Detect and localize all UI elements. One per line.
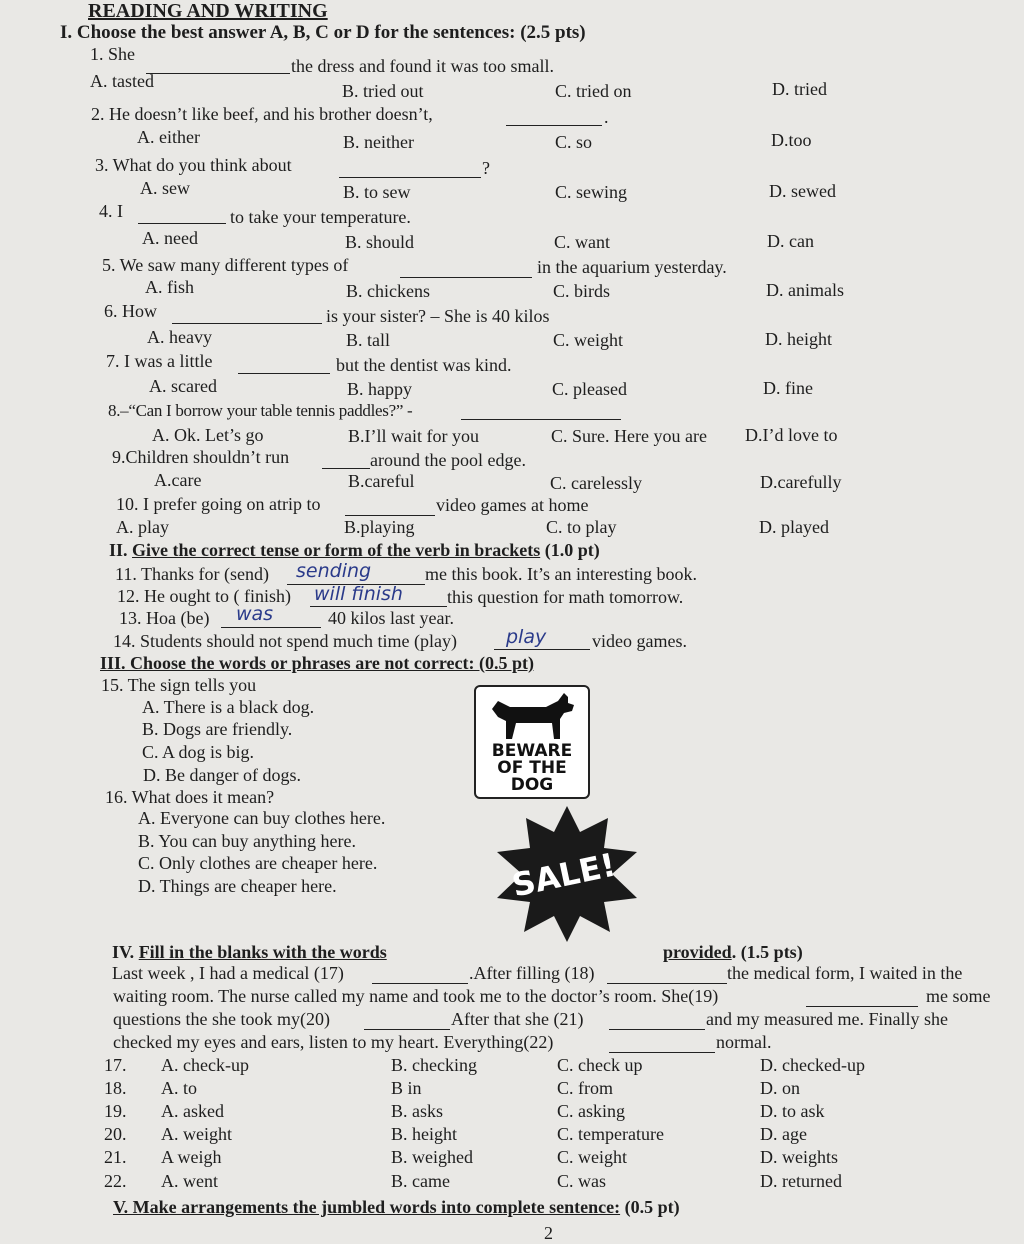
passage-line4-b: normal. bbox=[716, 1032, 772, 1052]
q4-option-a: A. need bbox=[142, 228, 198, 248]
q4-option-b: B. should bbox=[345, 232, 415, 252]
q15-option-b: B. Dogs are friendly. bbox=[142, 719, 293, 739]
q7-option-d: D. fine bbox=[763, 378, 813, 398]
q16-option-b: B. You can buy anything here. bbox=[138, 831, 356, 851]
part1-title: I. Choose the best answer A, B, C or D for the sentences: (2.5 pts) bbox=[60, 22, 586, 43]
q14-answer: play bbox=[506, 626, 547, 648]
q5-option-d: D. animals bbox=[766, 280, 844, 300]
q5-stem-end: in the aquarium yesterday. bbox=[537, 257, 727, 277]
q9-stem-start: 9.Children shouldn’t run bbox=[112, 447, 290, 467]
q3-option-b: B. to sew bbox=[343, 182, 411, 202]
q19-option-b: B. asks bbox=[391, 1101, 444, 1121]
q9-option-b: B.careful bbox=[348, 471, 415, 491]
q20-option-b: B. height bbox=[391, 1124, 457, 1144]
q11-stem-start: 11. Thanks for (send) bbox=[115, 564, 269, 584]
q6-option-d: D. height bbox=[765, 329, 832, 349]
q18-option-c: C. from bbox=[557, 1078, 613, 1098]
q13-stem-end: 40 kilos last year. bbox=[328, 608, 454, 628]
q7-stem-start: 7. I was a little bbox=[106, 351, 213, 371]
blank-19 bbox=[806, 1005, 918, 1007]
q19-option-d: D. to ask bbox=[760, 1101, 825, 1121]
q1-stem-end: the dress and found it was too small. bbox=[291, 56, 554, 76]
passage-line3-b: After that she (21) bbox=[451, 1009, 584, 1029]
q10-option-a: A. play bbox=[116, 517, 169, 537]
q9-option-c: C. carelessly bbox=[550, 473, 642, 493]
q11-stem-end: me this book. It’s an interesting book. bbox=[425, 564, 697, 584]
q17-option-d: D. checked-up bbox=[760, 1055, 865, 1075]
q13-answer: was bbox=[236, 603, 274, 625]
q2-option-b: B. neither bbox=[343, 132, 414, 152]
blank-22 bbox=[609, 1051, 715, 1053]
passage-line2-a: waiting room. The nurse called my name and took me to the doctor’s room. She(19) bbox=[113, 986, 719, 1006]
blank-21 bbox=[609, 1028, 705, 1030]
part2-number: II. bbox=[109, 540, 128, 560]
part5-instructions: V. Make arrangements the jumbled words into complete sentence: bbox=[113, 1197, 621, 1217]
q11-answer: sending bbox=[296, 560, 372, 582]
passage-line3-c: and my measured me. Finally she bbox=[706, 1009, 948, 1029]
q18-option-b: B in bbox=[391, 1078, 422, 1098]
q5-stem-start: 5. We saw many different types of bbox=[102, 255, 349, 275]
q8-blank bbox=[461, 418, 621, 420]
q3-option-c: C. sewing bbox=[555, 182, 627, 202]
q14-stem-start: 14. Students should not spend much time (play) bbox=[113, 631, 457, 651]
q9-stem-end: around the pool edge. bbox=[370, 450, 526, 470]
q5-blank bbox=[400, 276, 532, 278]
passage-line4-a: checked my eyes and ears, listen to my heart. Everything(22) bbox=[113, 1032, 554, 1052]
sign-line-2: OF THE bbox=[497, 758, 567, 778]
section-title: READING AND WRITING bbox=[88, 0, 328, 22]
sale-text: SALE! bbox=[508, 845, 619, 905]
sign-line-3: DOG bbox=[510, 775, 554, 795]
q4-option-d: D. can bbox=[767, 231, 814, 251]
q15-option-a: A. There is a black dog. bbox=[142, 697, 315, 717]
q4-stem-start: 4. I bbox=[99, 201, 123, 221]
part2-instructions: Give the correct tense or form of the verb in brackets bbox=[132, 540, 541, 560]
q3-option-a: A. sew bbox=[140, 178, 190, 198]
passage-line3-a: questions the she took my(20) bbox=[113, 1009, 330, 1029]
q9-option-d: D.carefully bbox=[760, 472, 842, 492]
q16-stem: 16. What does it mean? bbox=[105, 787, 275, 807]
q2-stem-start: 2. He doesn’t like beef, and his brother doesn’t, bbox=[91, 104, 433, 124]
part4-title-left bbox=[112, 941, 387, 963]
q12-stem-end: this question for math tomorrow. bbox=[447, 587, 684, 607]
q7-option-a: A. scared bbox=[149, 376, 217, 396]
q19-option-number: 19. bbox=[104, 1101, 127, 1121]
q20-option-a: A. weight bbox=[161, 1124, 232, 1144]
q8-stem: 8.–“Can I borrow your table tennis paddles?” - bbox=[108, 401, 413, 420]
q18-option-a: A. to bbox=[161, 1078, 197, 1098]
blank-20 bbox=[364, 1028, 450, 1030]
part5-points: (0.5 pt) bbox=[624, 1197, 680, 1217]
page-number: 2 bbox=[544, 1223, 553, 1243]
passage-line1-a: Last week , I had a medical (17) bbox=[112, 963, 344, 983]
part4-number: IV. bbox=[112, 942, 135, 962]
q6-option-b: B. tall bbox=[346, 330, 390, 350]
blank-18 bbox=[607, 982, 727, 984]
q6-option-a: A. heavy bbox=[147, 327, 212, 347]
q19-option-a: A. asked bbox=[161, 1101, 224, 1121]
q21-option-number: 21. bbox=[104, 1147, 127, 1167]
part2-points: (1.0 pt) bbox=[544, 540, 600, 560]
part5-title bbox=[113, 1196, 680, 1218]
q10-stem-end: video games at home bbox=[436, 495, 589, 515]
q21-option-c: C. weight bbox=[557, 1147, 627, 1167]
part3-title: III. Choose the words or phrases are not correct: (0.5 pt) bbox=[100, 653, 534, 673]
q4-blank bbox=[138, 222, 226, 224]
passage-line1-c: the medical form, I waited in the bbox=[727, 963, 963, 983]
q3-stem-end: ? bbox=[482, 158, 490, 178]
part4-points: . (1.5 pts) bbox=[731, 942, 803, 962]
q7-option-c: C. pleased bbox=[552, 379, 627, 399]
q18-option-number: 18. bbox=[104, 1078, 127, 1098]
q16-option-a: A. Everyone can buy clothes here. bbox=[138, 808, 386, 828]
q20-option-d: D. age bbox=[760, 1124, 807, 1144]
q16-option-c: C. Only clothes are cheaper here. bbox=[138, 853, 378, 873]
q1-option-b: B. tried out bbox=[342, 81, 424, 101]
q18-option-d: D. on bbox=[760, 1078, 800, 1098]
q5-option-c: C. birds bbox=[553, 281, 611, 301]
passage-line2-b: me some bbox=[926, 986, 991, 1006]
q13-stem-start: 13. Hoa (be) bbox=[119, 608, 210, 628]
q15-option-d: D. Be danger of dogs. bbox=[143, 765, 301, 785]
q17-option-a: A. check-up bbox=[161, 1055, 249, 1075]
q2-stem-end: . bbox=[604, 107, 609, 127]
q14-blank bbox=[494, 648, 590, 650]
q16-option-d: D. Things are cheaper here. bbox=[138, 876, 337, 896]
q3-blank bbox=[339, 176, 481, 178]
q10-option-c: C. to play bbox=[546, 517, 617, 537]
sale-starburst-sign bbox=[492, 804, 642, 944]
q8-option-a: A. Ok. Let’s go bbox=[152, 425, 264, 445]
q17-option-b: B. checking bbox=[391, 1055, 477, 1075]
q13-blank bbox=[221, 626, 321, 628]
q5-option-a: A. fish bbox=[145, 277, 194, 297]
q14-stem-end: video games. bbox=[592, 631, 687, 651]
q9-blank bbox=[322, 467, 370, 469]
q21-option-b: B. weighed bbox=[391, 1147, 473, 1167]
q6-blank bbox=[172, 322, 322, 324]
q22-option-number: 22. bbox=[104, 1171, 127, 1191]
q4-option-c: C. want bbox=[554, 232, 610, 252]
q3-stem-start: 3. What do you think about bbox=[95, 155, 292, 175]
q17-option-number: 17. bbox=[104, 1055, 127, 1075]
q9-option-a: A.care bbox=[154, 470, 202, 490]
q8-option-b: B.I’ll wait for you bbox=[348, 426, 479, 446]
q4-stem-end: to take your temperature. bbox=[230, 207, 411, 227]
q10-option-d: D. played bbox=[759, 517, 829, 537]
q6-option-c: C. weight bbox=[553, 330, 623, 350]
q10-stem-start: 10. I prefer going on atrip to bbox=[116, 494, 321, 514]
q1-stem-start: 1. She bbox=[90, 44, 135, 64]
q1-option-a: A. tasted bbox=[90, 71, 154, 91]
q6-stem-start: 6. How bbox=[104, 301, 157, 321]
q2-option-c: C. so bbox=[555, 132, 593, 152]
q22-option-a: A. went bbox=[161, 1171, 218, 1191]
q2-option-d: D.too bbox=[771, 130, 812, 150]
q7-stem-end: but the dentist was kind. bbox=[336, 355, 512, 375]
q5-option-b: B. chickens bbox=[346, 281, 430, 301]
q22-option-c: C. was bbox=[557, 1171, 606, 1191]
passage-line1-b: .After filling (18) bbox=[469, 963, 595, 983]
dog-icon bbox=[476, 689, 588, 747]
q8-option-c: C. Sure. Here you are bbox=[551, 426, 707, 446]
part4-provided: provided bbox=[663, 942, 732, 962]
q21-option-a: A weigh bbox=[161, 1147, 222, 1167]
q15-option-c: C. A dog is big. bbox=[142, 742, 255, 762]
part4-title-right bbox=[663, 941, 803, 963]
q22-option-b: B. came bbox=[391, 1171, 450, 1191]
q7-blank bbox=[238, 372, 330, 374]
q2-option-a: A. either bbox=[137, 127, 200, 147]
q12-stem-start: 12. He ought to ( finish) bbox=[117, 586, 291, 606]
q21-option-d: D. weights bbox=[760, 1147, 838, 1167]
q6-stem-end: is your sister? – She is 40 kilos bbox=[326, 306, 550, 326]
part2-title bbox=[109, 539, 600, 561]
q20-option-c: C. temperature bbox=[557, 1124, 664, 1144]
q7-option-b: B. happy bbox=[347, 379, 412, 399]
q15-stem: 15. The sign tells you bbox=[101, 675, 257, 695]
q17-option-c: C. check up bbox=[557, 1055, 643, 1075]
q1-option-c: C. tried on bbox=[555, 81, 632, 101]
q2-blank bbox=[506, 124, 602, 126]
sign-line-1: BEWARE bbox=[491, 741, 573, 761]
q22-option-d: D. returned bbox=[760, 1171, 842, 1191]
q3-option-d: D. sewed bbox=[769, 181, 836, 201]
q8-option-d: D.I’d love to bbox=[745, 425, 838, 445]
q20-option-number: 20. bbox=[104, 1124, 127, 1144]
q10-option-b: B.playing bbox=[344, 517, 415, 537]
q19-option-c: C. asking bbox=[557, 1101, 626, 1121]
q12-answer: will finish bbox=[314, 583, 403, 605]
blank-17 bbox=[372, 982, 468, 984]
part4-instructions: Fill in the blanks with the words bbox=[138, 942, 387, 962]
beware-of-dog-sign bbox=[474, 685, 590, 799]
q1-blank bbox=[146, 72, 290, 74]
q1-option-d: D. tried bbox=[772, 79, 827, 99]
